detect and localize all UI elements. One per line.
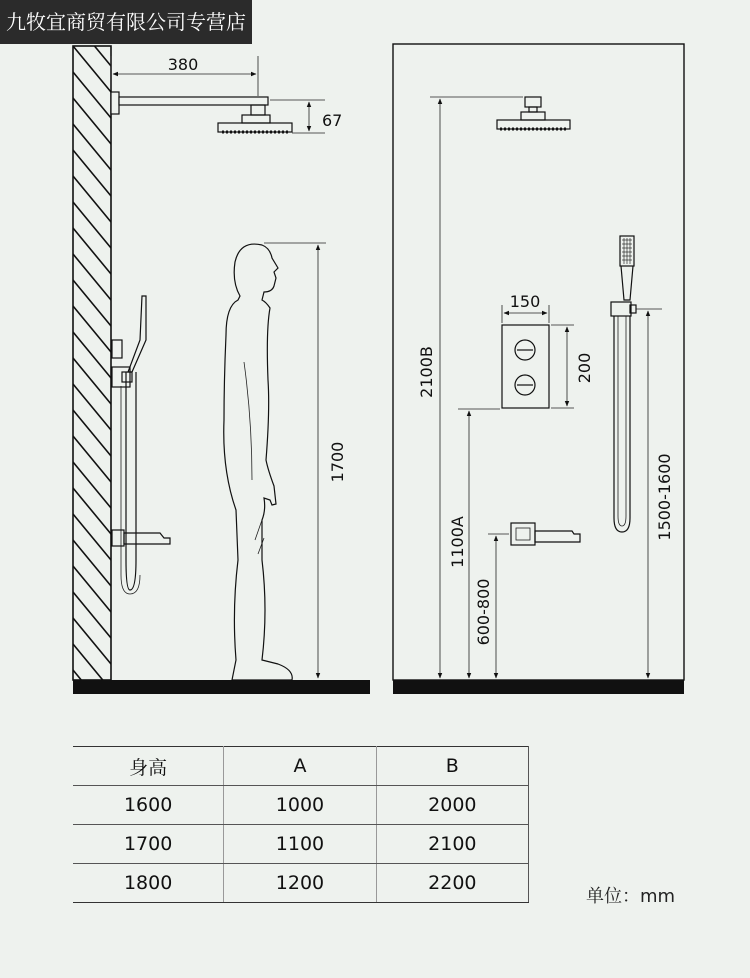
- hand-shower-height-label: 1500-1600: [655, 453, 674, 541]
- unit-label: 单位：mm: [586, 886, 676, 907]
- table-cell: 1100: [224, 825, 376, 864]
- tub-spout: [511, 523, 580, 545]
- table-cell: 2200: [376, 864, 528, 903]
- mixer-height-label: 200: [575, 352, 594, 384]
- height-spec-table: [73, 746, 529, 903]
- shower-head-height-dimension: [417, 97, 523, 678]
- table-row: [73, 825, 529, 864]
- right-floor: [393, 680, 684, 694]
- arm-length-dimension: [111, 55, 258, 96]
- head-drop-dimension: [270, 100, 342, 133]
- table-cell: 1700: [73, 825, 224, 864]
- table-header-row: [73, 747, 529, 786]
- left-floor: [73, 680, 370, 694]
- table-cell: 2100: [376, 825, 528, 864]
- shower-head-height-label: 2100B: [417, 346, 436, 398]
- thermostatic-mixer: [502, 325, 549, 408]
- person-height-label: 1700: [328, 441, 347, 483]
- overhead-shower-front: [497, 97, 570, 129]
- person-height-dimension: [264, 243, 347, 678]
- mixer-base-label: 1100A: [448, 516, 467, 568]
- overhead-shower-side: [111, 92, 292, 132]
- slide-bar-side: [112, 296, 170, 594]
- mixer-height-dimension: [551, 325, 594, 408]
- table-cell: 2000: [376, 786, 528, 825]
- mixer-width-dimension: [502, 292, 549, 323]
- hand-shower-height-dimension: [636, 309, 674, 678]
- table-row: [73, 786, 529, 825]
- store-watermark: 九牧宜商贸有限公司专营店: [0, 0, 252, 44]
- mixer-width-label: 150: [509, 292, 541, 311]
- left-side-view: [73, 20, 370, 742]
- table-cell: 1200: [224, 864, 376, 903]
- table-cell: 1800: [73, 864, 224, 903]
- table-cell: 1600: [73, 786, 224, 825]
- table-header-cell: 身高: [73, 747, 224, 786]
- table-cell: 1000: [224, 786, 376, 825]
- arm-length-label: 380: [167, 55, 199, 74]
- spout-height-dimension: [474, 534, 509, 678]
- spout-height-label: 600-800: [474, 578, 493, 646]
- hand-shower-front: [611, 236, 636, 532]
- table-header-cell: A: [224, 747, 376, 786]
- wall-hatch: [73, 20, 111, 742]
- right-front-view: [393, 44, 684, 694]
- head-drop-label: 67: [322, 111, 343, 130]
- table-header-cell: B: [376, 747, 528, 786]
- table-row: [73, 864, 529, 903]
- person-silhouette: [224, 244, 292, 680]
- hatch-line: [73, 696, 111, 742]
